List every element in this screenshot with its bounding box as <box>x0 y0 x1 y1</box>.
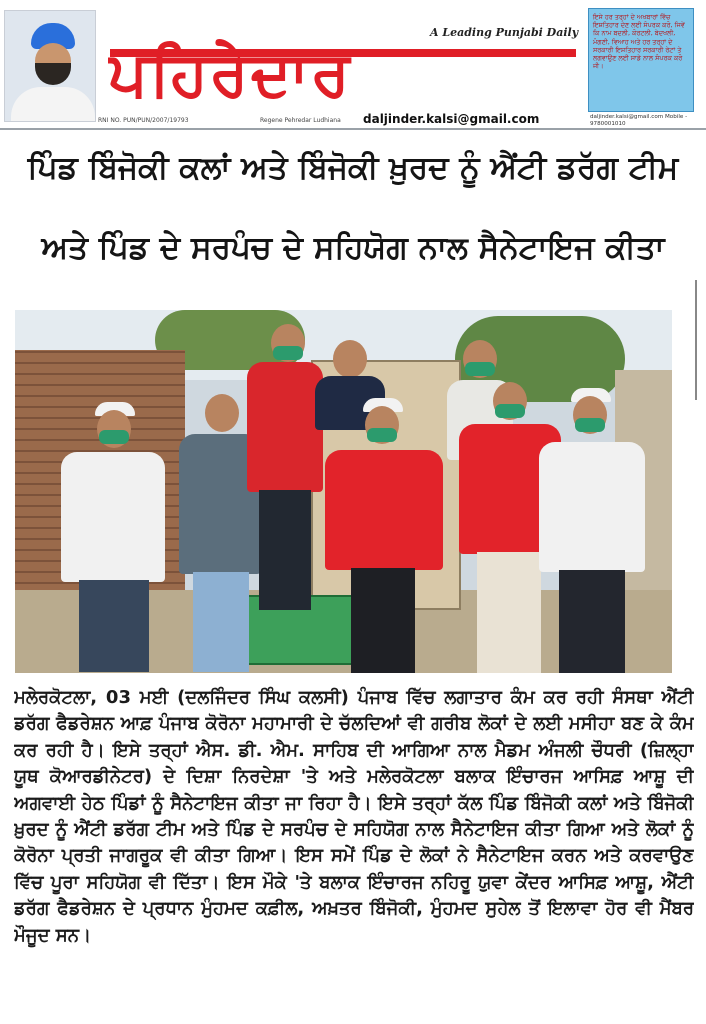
headline-line-1: ਪਿੰਡ ਬਿੰਜੋਕੀ ਕਲਾਂ ਅਤੇ ਬਿੰਜੋਕੀ ਖ਼ੁਰਦ ਨੂੰ ਐਂਟੀ ਡਰੱਗ ਟੀਮ <box>27 150 679 186</box>
headline-line-2: ਅਤੇ ਪਿੰਡ ਦੇ ਸਰਪੰਚ ਦੇ ਸਹਿਯੋਗ ਨਾਲ ਸੈਨੇਟਾਇਜ ਕੀਤਾ <box>41 230 665 266</box>
tagline: A Leading Punjabi Daily <box>430 26 579 39</box>
beard-shape <box>35 63 71 85</box>
person-red-center <box>321 398 447 673</box>
masthead <box>0 0 706 132</box>
registration-number: RNI NO. PUN/PUN/2007/19793 <box>98 117 189 124</box>
column-rule <box>695 280 697 400</box>
paper-name: ਪਹਿਰੇਦਾਰ <box>108 37 352 110</box>
person-white-right <box>531 388 651 673</box>
news-photo <box>15 310 672 673</box>
publisher-photo <box>4 10 96 122</box>
mini-contact: daljinder.kalsi@gmail.com Mobile - 9780001010 <box>590 114 688 127</box>
masthead-divider <box>0 128 706 130</box>
shirt-shape <box>11 87 95 122</box>
registration-label: Regene Pehredar Ludhiana <box>260 117 341 124</box>
contact-email: daljinder.kalsi@gmail.com <box>363 112 540 126</box>
person-red-back <box>245 324 325 614</box>
advertisement-box: ਇਸੇ ਹਰ ਤਰ੍ਹਾਂ ਦੇ ਅਖਬਾਰਾਂ ਵਿੱਚ ਇਸ਼ਤਿਹਾਰ ਦੇਣ ਲਈ ਸੰਪਰਕ ਕਰੋ, ਜਿਵੇਂ ਕਿ ਨਾਮ ਬਦਲੀ, ਕੋਰਟਲੀ, ਬੇਦਖਲੀ, ਮੰਗਣੀ, ਵਿਆਹ ਅਤੇ ਹਰ ਤਰ੍ਹਾਂ ਦੇ ਸਰਕਾਰੀ ਇਸ਼ਤਿਹਾਰ ਸਰਕਾਰੀ ਰੇਟਾਂ ਤੇ ਲਗਵਾਉਣ ਲਈ ਸਾਡੇ ਨਾਲ ਸੰਪਰਕ ਕਰੋ ਜੀ। <box>588 8 694 112</box>
article-body: ਮਲੇਰਕੋਟਲਾ, 03 ਮਈ (ਦਲਜਿੰਦਰ ਸਿੰਘ ਕਲਸੀ) ਪੰਜਾਬ ਵਿੱਚ ਲਗਾਤਾਰ ਕੰਮ ਕਰ ਰਹੀ ਸੰਸਥਾ ਐਂਟੀ ਡਰੱਗ ਫੈਡਰੇਸ਼ਨ ਆਫ਼ ਪੰਜਾਬ ਕੋਰੋਨਾ ਮਹਾਮਾਰੀ ਦੇ ਚੱਲਦਿਆਂ ਵੀ ਗਰੀਬ ਲੋਕਾਂ ਦੇ ਲਈ ਮਸੀਹਾ ਬਣ ਕੇ ਕੰਮ ਕਰ ਰਹੀ ਹੈ। ਇਸੇ ਤਰ੍ਹਾਂ ਐਸ. ਡੀ. ਐਮ. ਸਾਹਿਬ ਦੀ ਆਗਿਆ ਨਾਲ ਮੈਡਮ ਅੰਜਲੀ ਚੌਧਰੀ (ਜ਼ਿਲ੍ਹਾ ਯੂਥ ਕੋਆਰਡੀਨੇਟਰ) ਦੇ ਦਿਸ਼ਾ ਨਿਰਦੇਸ਼ਾ 'ਤੇ ਅਤੇ ਮਲੇਰਕੋਟਲਾ ਬਲਾਕ ਇੰਚਾਰਜ ਆਸਿਫ਼ ਆਸ਼ੂ ਦੀ ਅਗਵਾਈ ਹੇਠ ਪਿੰਡਾਂ ਨੂੰ ਸੈਨੇਟਾਇਜ ਕੀਤਾ ਜਾ ਰਿਹਾ ਹੈ। ਇਸੇ ਤਰ੍ਹਾਂ ਕੱਲ ਪਿੰਡ ਬਿੰਜੋਕੀ ਕਲਾਂ ਅਤੇ ਬਿੰਜੋਕੀ ਖ਼ੁਰਦ ਨੂੰ ਐਂਟੀ ਡਰੱਗ ਟੀਮ ਅਤੇ ਪਿੰਡ ਦੇ ਸਰਪੰਚ ਦੇ ਸਹਿਯੋਗ ਨਾਲ ਸੈਨੇਟਾਇਜ ਕੀਤਾ ਗਿਆ ਅਤੇ ਲੋਕਾਂ ਨੂੰ ਕੋਰੋਨਾ ਪ੍ਰਤੀ ਜਾਗਰੂਕ ਵੀ ਕੀਤਾ ਗਿਆ। ਇਸ ਸਮੇਂ ਪਿੰਡ ਦੇ ਲੋਕਾਂ ਨੇ ਸੈਨੇਟਾਇਜ ਕਰਨ ਅਤੇ ਕਰਵਾਉਣ ਵਿੱਚ ਪੂਰਾ ਸਹਿਯੋਗ ਵੀ ਦਿੱਤਾ। ਇਸ ਮੌਕੇ 'ਤੇ ਬਲਾਕ ਇੰਚਾਰਜ ਨਹਿਰੂ ਯੁਵਾ ਕੇਂਦਰ ਆਸਿਫ਼ ਆਸ਼ੂ, ਐਂਟੀ ਡਰੱਗ ਫੈਡਰੇਸ਼ਨ ਦੇ ਪ੍ਰਧਾਨ ਮੁੰਹਮਦ ਕਫ਼ੀਲ, ਅਖ਼ਤਰ ਬਿੰਜੋਕੀ, ਮੁੰਹਮਦ ਸੁਹੇਲ ਤੋਂ ਇਲਾਵਾ ਹੋਰ ਵੀ ਮੈਂਬਰ ਮੌਜੂਦ ਸਨ। <box>14 687 694 946</box>
person-white-left <box>51 402 171 672</box>
